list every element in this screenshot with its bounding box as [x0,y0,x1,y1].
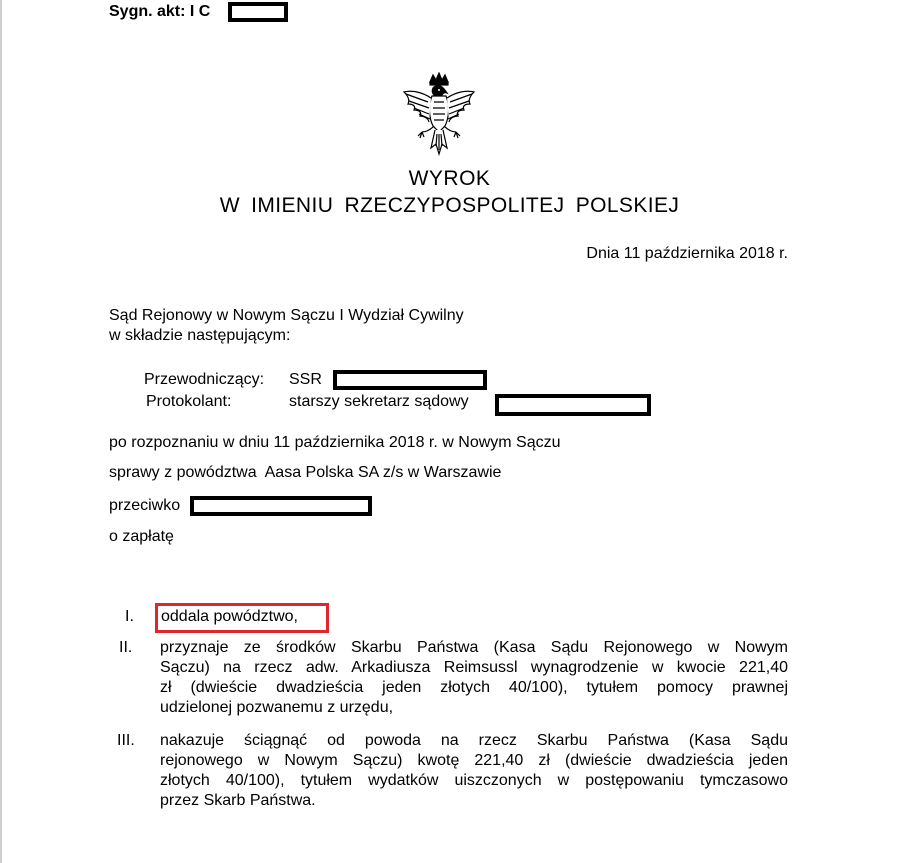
chair-value [289,370,322,390]
item-number-text: III. [117,732,135,749]
proceedings-line-text: po rozpoznaniu w dniu 11 października 2018 r. w Nowym Sączu [109,434,561,451]
court-name-text: Sąd Rejonowy w Nowym Sączu I Wydział Cywilny [109,307,464,324]
court-composition-intro [109,326,290,346]
redaction-box [495,394,651,416]
chair-value-text: SSR [289,371,322,388]
item-line: oddala powództwo, [161,608,298,625]
clerk-label [146,392,231,412]
redaction-box [190,496,372,516]
redaction-box [333,370,487,390]
redaction-box [228,2,288,22]
clerk-value-text: starszy sekretarz sądowy [289,393,469,410]
plaintiff-line [109,463,501,483]
item-number [119,638,132,658]
judgment-date [586,244,788,264]
chair-label-text: Przewodniczący: [144,371,265,388]
polish-eagle-emblem [398,72,480,158]
item-line: nakazuje ściągnąć od powoda na rzecz Skarbu Państwa (Kasa Sądu [160,732,788,749]
item-text [161,607,298,627]
item-line: udzielonej pozwanemu z urzędu, [160,699,394,716]
judgment-date-text: Dnia 11 października 2018 r. [586,245,788,262]
item-text [160,638,788,718]
subject-line-text: o zapłatę [109,528,174,545]
subject-line [109,527,174,547]
proceedings-line [109,433,561,453]
item-line: przez Skarb Państwa. [160,792,316,809]
item-number [117,731,135,751]
court-name [109,306,464,326]
title-wyrok: WYROK [408,167,491,190]
clerk-label-text: Protokolant: [146,393,232,410]
item-line: Sączu) na rzecz adw. Arkadiusza Reimsussl wynagrodzenie w kwocie 221,40 [160,659,788,676]
chair-label [144,370,264,390]
defendant-line [109,496,180,516]
plaintiff-line-text: sprawy z powództwa Aasa Polska SA z/s w Warszawie [109,464,502,481]
item-line: złotych 40/100), tytułem wydatków uiszczonych w postępowaniu tymczasowo [160,772,788,789]
item-line: zł (dwieście dwadzieścia jeden złotych 40/100), tytułem pomocy prawnej [160,679,788,696]
item-number-text: I. [125,608,134,625]
document-title [0,166,899,192]
title-in-the-name: W IMIENIU RZECZYPOSPOLITEJ POLSKIEJ [219,194,680,217]
court-composition-intro-text: w składzie następującym: [109,327,291,344]
case-signature [109,2,210,22]
case-signature-label: Sygn. akt: I C [109,3,211,20]
defendant-label: przeciwko [109,497,181,514]
item-number-text: II. [119,639,133,656]
clerk-value [289,392,469,412]
item-text [160,731,788,811]
document-subtitle [0,193,899,219]
item-number [125,607,134,627]
item-line: rejonowego w Nowym Sączu) kwotę 221,40 zł (dwieście dwadzieścia jeden [160,752,788,769]
item-line: przyznaje ze środków Skarbu Państwa (Kasa Sądu Rejonowego w Nowym [160,639,788,656]
